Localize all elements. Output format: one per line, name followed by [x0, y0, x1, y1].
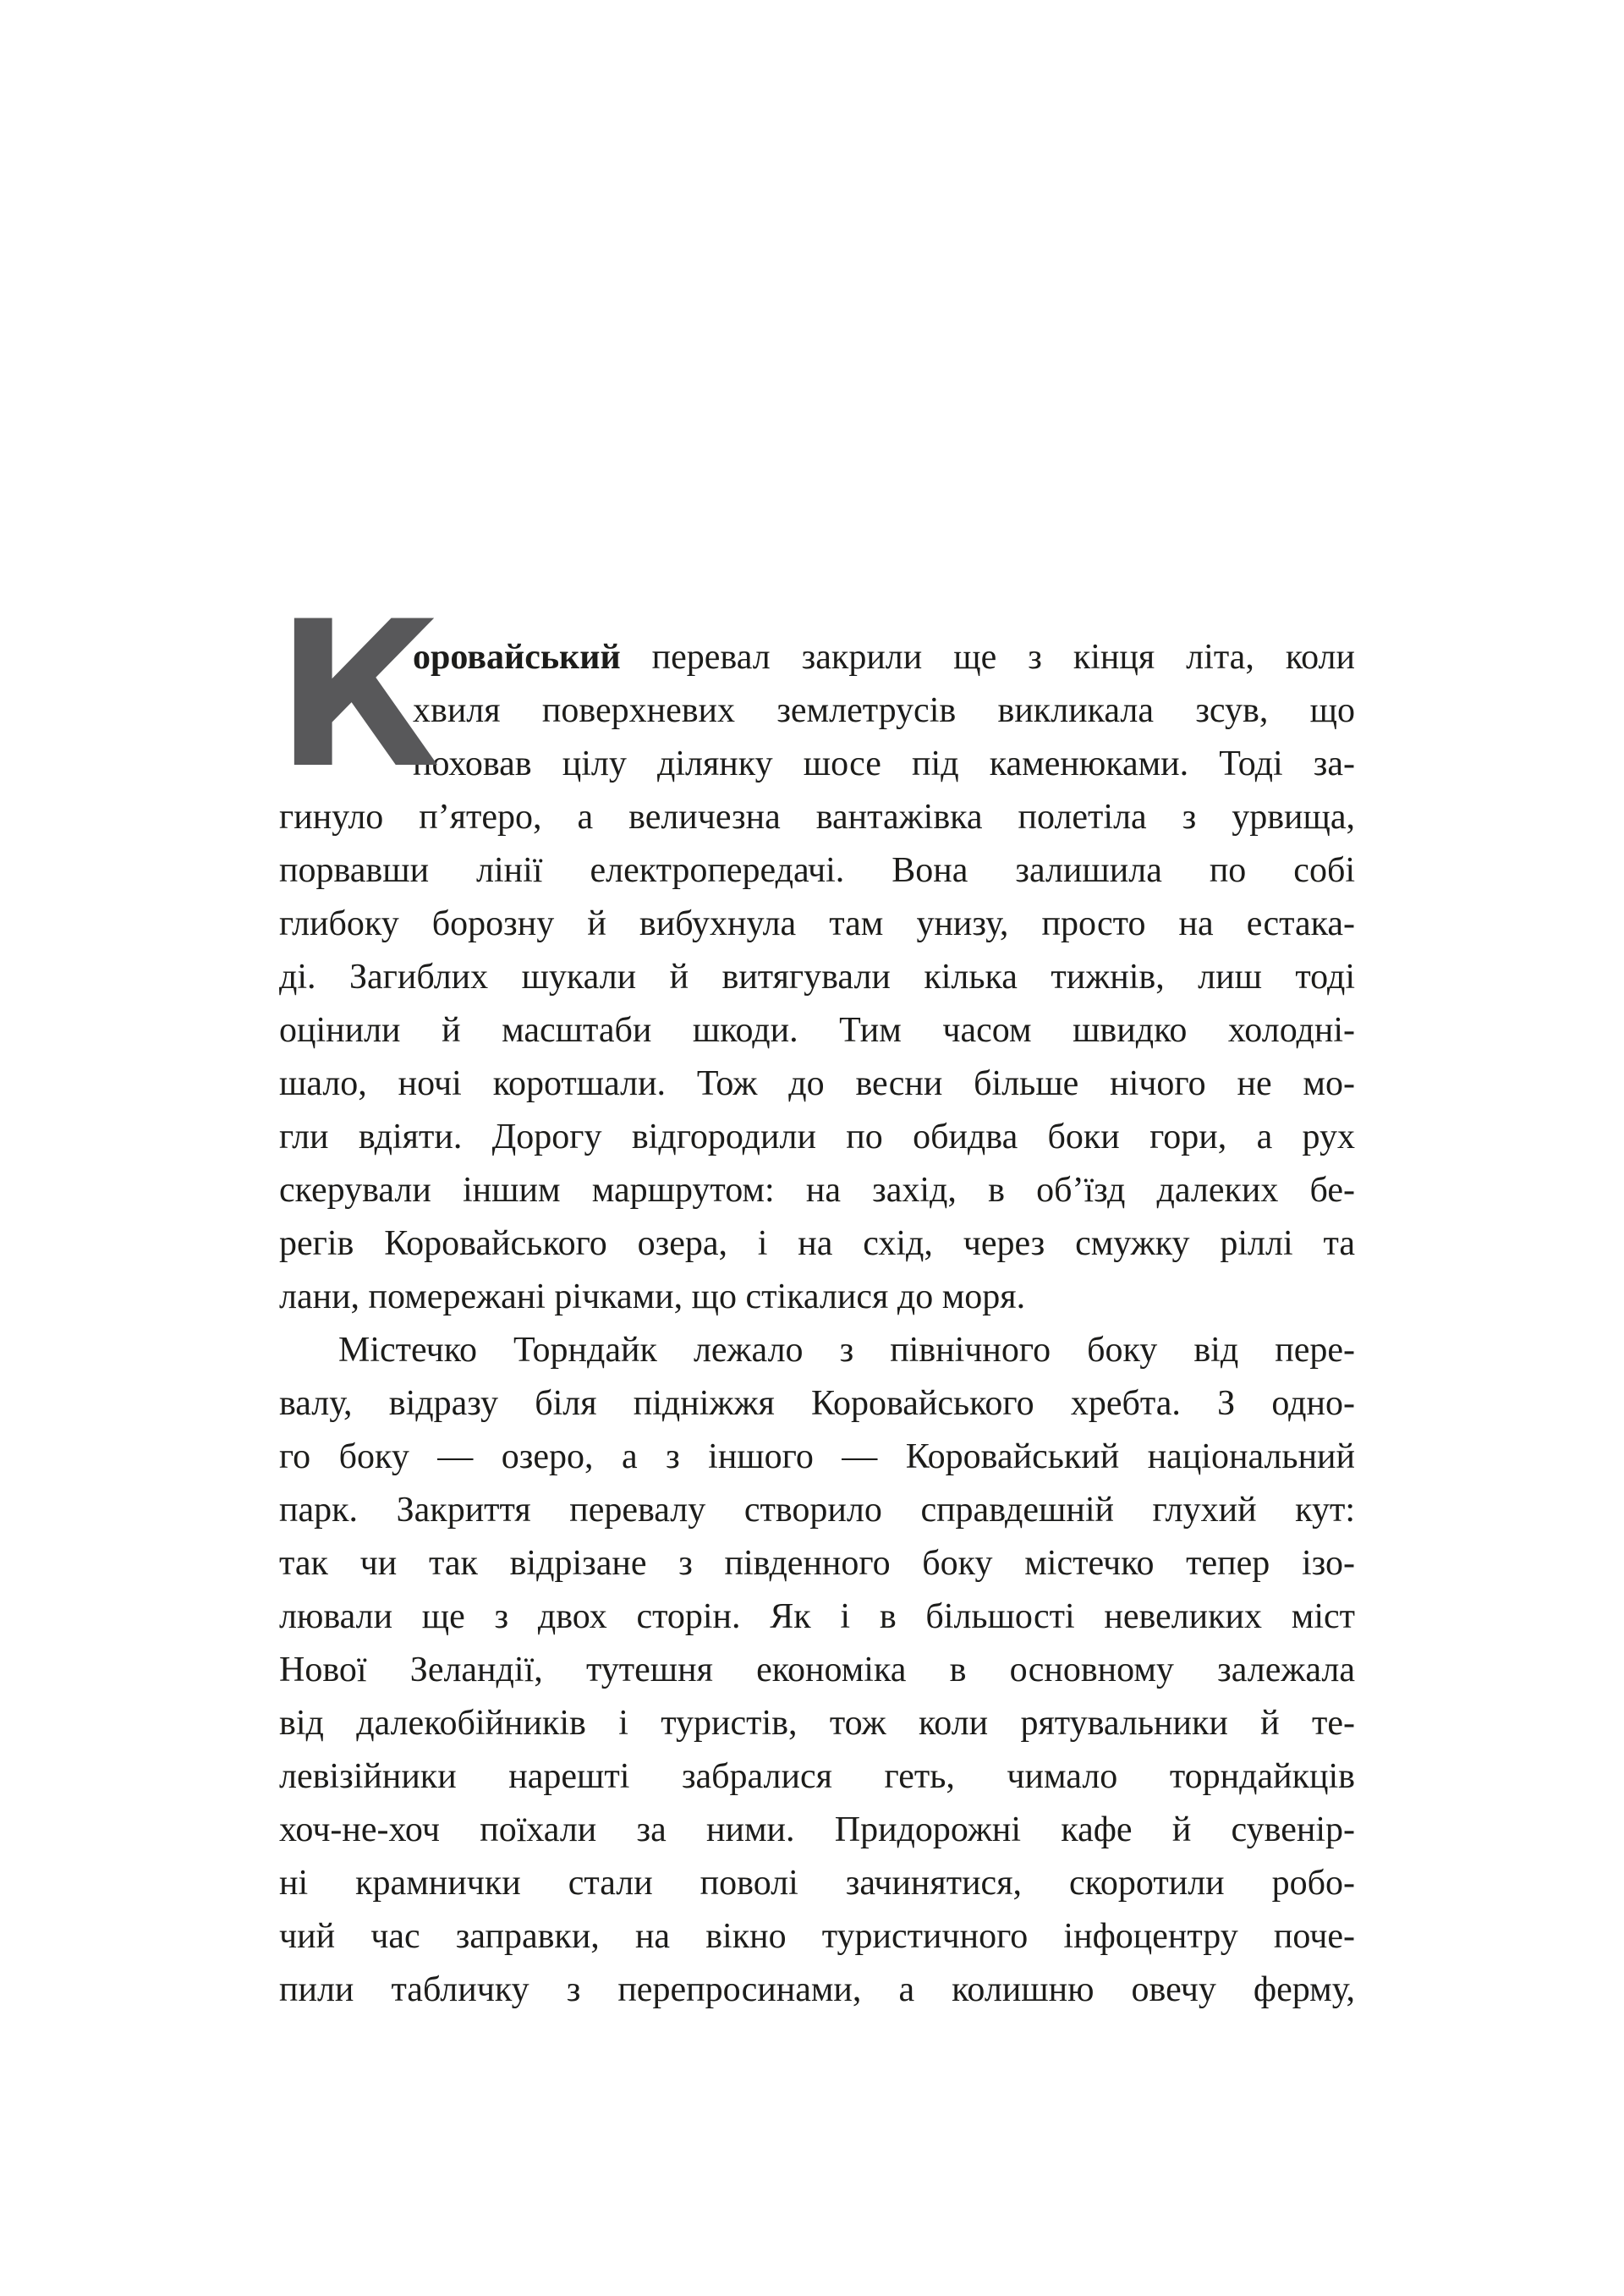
- text-line: оцінили й масштаби шкоди. Тим часом швидко холодні-: [279, 1011, 1355, 1050]
- text-line: ні крамнички стали поволі зачинятися, скоротили робо-: [279, 1864, 1355, 1903]
- text-line: хоч-не-хоч поїхали за ними. Придорожні кафе й сувенір-: [279, 1810, 1355, 1849]
- text-line: оровайський перевал закрили ще з кінця літа, коли: [413, 638, 1355, 677]
- text-line: хвиля поверхневих землетрусів викликала зсув, що: [413, 691, 1355, 730]
- text-line: скерували іншим маршрутом: на захід, в об’їзд далеких бе-: [279, 1171, 1355, 1210]
- text-line: пили табличку з перепросинами, а колишню овечу ферму,: [279, 1970, 1355, 2009]
- text-line: порвавши лінії електропередачі. Вона залишила по собі: [279, 851, 1355, 890]
- text-line: так чи так відрізане з південного боку містечко тепер ізо-: [279, 1544, 1355, 1583]
- text-line: глибоку борозну й вибухнула там унизу, просто на естака-: [279, 904, 1355, 943]
- text-line: гли вдіяти. Дорогу відгородили по обидва боки гори, а рух: [279, 1118, 1355, 1156]
- text-block: [276, 579, 1355, 2017]
- text-line: парк. Закриття перевалу створило справдешній глухий кут:: [279, 1491, 1355, 1530]
- text-line: Містечко Торндайк лежало з північного боку від пере-: [338, 1331, 1355, 1370]
- text-line: ді. Загиблих шукали й витягували кілька тижнів, лиш тоді: [279, 958, 1355, 997]
- text-line: валу, відразу біля підніжжя Коровайського хребта. З одно-: [279, 1384, 1355, 1423]
- text-line: поховав цілу ділянку шосе під каменюками. Тоді за-: [413, 744, 1355, 783]
- paragraph: [279, 1324, 1355, 2017]
- text-line: лювали ще з двох сторін. Як і в більшості невеликих міст: [279, 1597, 1355, 1636]
- text-line: чий час заправки, на вікно туристичного інфоцентру поче-: [279, 1917, 1355, 1956]
- text-line: го боку — озеро, а з іншого — Коровайський національний: [279, 1437, 1355, 1476]
- text-line: шало, ночі коротшали. Тож до весни більше нічого не мо-: [279, 1064, 1355, 1103]
- text-line: лани, помережані річками, що стікалися до моря.: [279, 1277, 1026, 1316]
- text-line: левізійники нарешті забралися геть, чимало торндайкців: [279, 1757, 1355, 1796]
- text-line: регів Коровайського озера, і на схід, через смужку ріллі та: [279, 1224, 1355, 1263]
- text-line: від далекобійників і туристів, тож коли рятувальники й те-: [279, 1704, 1355, 1743]
- paragraph: [276, 579, 1355, 1324]
- text-line: Нової Зеландії, тутешня економіка в основному залежала: [279, 1651, 1355, 1689]
- lead-word-bold: оровайський: [413, 638, 621, 677]
- dropcap-letter: К: [276, 579, 441, 813]
- dropcap-container: [276, 579, 441, 813]
- text-line: гинуло п’ятеро, а величезна вантажівка полетіла з урвища,: [279, 798, 1355, 837]
